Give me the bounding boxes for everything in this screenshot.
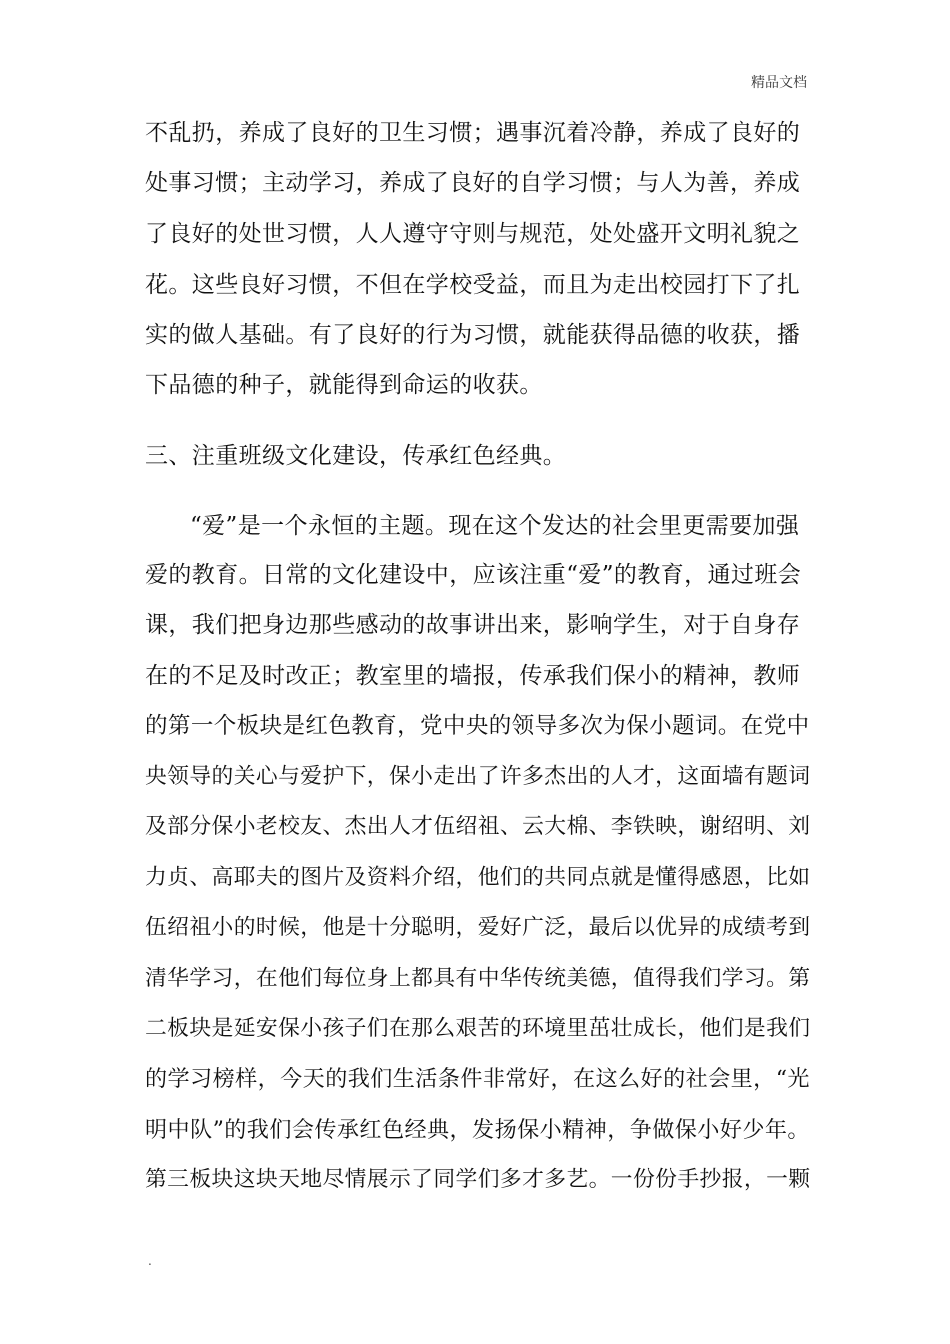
paragraph-line: 及部分保小老校友、杰出人才伍绍祖、云大棉、李铁映，谢绍明、刘 [145, 814, 811, 839]
paragraph-line: 课，我们把身边那些感动的故事讲出来，影响学生，对于自身存 [145, 612, 801, 638]
section-heading: 三、注重班级文化建设，传承红色经典。 [145, 443, 567, 469]
footer-mark: . [148, 1254, 152, 1268]
paragraph-line: 爱的教育。日常的文化建设中，应该注重“爱”的教育，通过班会 [145, 562, 802, 588]
header-watermark: 精品文档 [751, 75, 807, 91]
paragraph-line: “爱”是一个永恒的主题。现在这个发达的社会里更需要加强 [190, 513, 800, 539]
paragraph-line: 了良好的处世习惯，人人遵守守则与规范，处处盛开文明礼貌之 [145, 221, 801, 247]
paragraph-line: 央领导的关心与爱护下，保小走出了许多杰出的人才，这面墙有题词 [145, 764, 811, 789]
paragraph-line: 的第一个板块是红色教育，党中央的领导多次为保小题词。在党中 [145, 713, 810, 739]
paragraph-line: 力贞、高耶夫的图片及资料介绍，他们的共同点就是懂得感恩，比如 [145, 865, 811, 890]
paragraph-line: 实的做人基础。有了良好的行为习惯，就能获得品德的收获，播 [145, 322, 801, 348]
paragraph-line: 第三板块这块天地尽情展示了同学们多才多艺。一份份手抄报，一颗 [145, 1167, 811, 1192]
paragraph-line: 在的不足及时改正；教室里的墙报，传承我们保小的精神，教师 [145, 663, 801, 689]
paragraph-line: 处事习惯；主动学习，养成了良好的自学习惯；与人为善，养成 [145, 170, 801, 196]
paragraph-line: 下品德的种子，就能得到命运的收获。 [145, 372, 543, 398]
paragraph-line: 花。这些良好习惯，不但在学校受益，而且为走出校园打下了扎 [145, 272, 801, 298]
paragraph-line: 不乱扔，养成了良好的卫生习惯；遇事沉着冷静，养成了良好的 [145, 120, 801, 146]
paragraph-line: 明中队”的我们会传承红色经典，发扬保小精神，争做保小好少年。 [145, 1117, 810, 1143]
paragraph-line: 二板块是延安保小孩子们在那么艰苦的环境里茁壮成长，他们是我们 [145, 1016, 811, 1041]
paragraph-line: 伍绍祖小的时候，他是十分聪明，爱好广泛，最后以优异的成绩考到 [145, 915, 811, 940]
paragraph-line: 的学习榜样，今天的我们生活条件非常好，在这么好的社会里，“光 [145, 1066, 810, 1092]
paragraph-line: 清华学习，在他们每位身上都具有中华传统美德，值得我们学习。第 [145, 966, 811, 991]
